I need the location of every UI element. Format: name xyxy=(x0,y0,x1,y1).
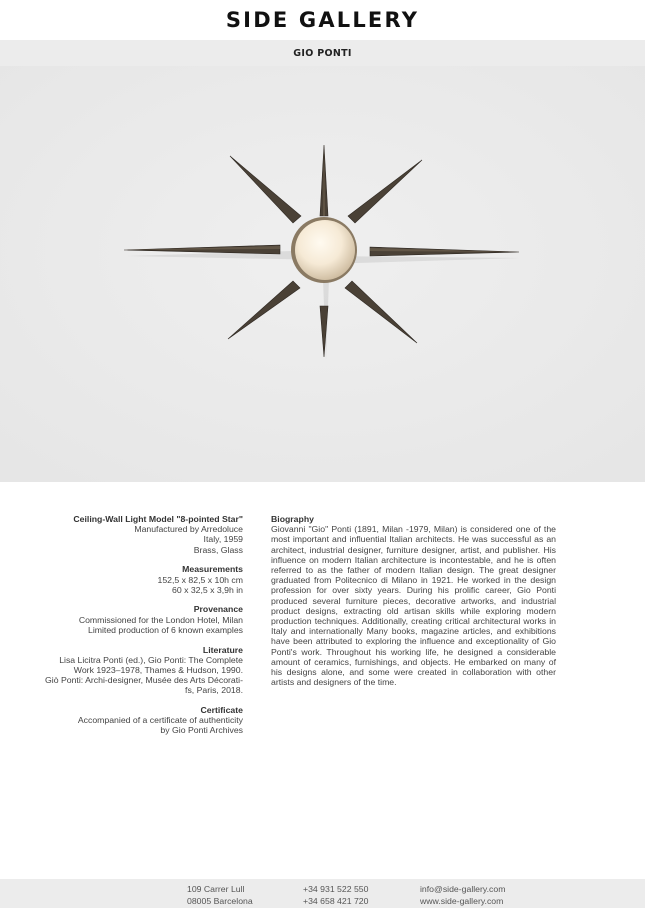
designer-title-bar xyxy=(0,40,645,66)
website-link[interactable]: www.side-gallery.com xyxy=(420,896,504,906)
origin: Italy, 1959 xyxy=(203,534,243,545)
biography-text: Giovanni "Gio" Ponti (1891, Milan -1979, Milan) is considered one of the most important and influential Italian architects. He was successful as an architect, industrial designer, furniture designer, artist, and publisher. His influence on modern Italian architecture is incontestable, and he is often referred to as the father of modern Italian design. The great designer graduated from Politecnico di Milano in 1921. He worked in the design profession for over sixty years. During his prolific career, Gio Ponti produced several furniture pieces, decorative artworks, and industrial product designs, extracting old artisan skills while exploring modern production techniques. Additionally, creating critical architectural works in Italy and internationally Many books, magazine articles, and exhibitions have been attributed to exploring the influence and exceptionality of Gio Ponti's work. Throughout his working life, he designed a considerable amount of ceramics, furnishings, and objects. He embarked on many of his designs alone, and some were created in collaboration with other artists and designers of the time. xyxy=(271,524,556,688)
provenance-line: Commissioned for the London Hotel, Milan xyxy=(78,614,243,625)
biography-block xyxy=(271,514,556,687)
footer-address xyxy=(187,883,253,907)
product-photo xyxy=(0,66,645,482)
certificate-line: by Gio Ponti Archives xyxy=(160,725,243,736)
measurements-label: Measurements xyxy=(182,564,243,575)
provenance-label: Provenance xyxy=(193,604,243,615)
email-link[interactable]: info@side-gallery.com xyxy=(420,884,506,894)
certificate-line: Accompanied of a certificate of authenticity xyxy=(77,715,243,726)
manufacturer: Manufactured by Arredoluce xyxy=(134,524,243,535)
literature-line: Work 1923–1978, Thames & Hudson, 1990. xyxy=(73,664,243,675)
literature-line: Lisa Licitra Ponti (ed.), Gio Ponti: The Complete xyxy=(59,654,243,665)
footer-contact xyxy=(420,883,505,907)
certificate-block xyxy=(40,705,243,736)
phone-link[interactable]: +34 658 421 720 xyxy=(303,896,369,906)
provenance-line: Limited production of 6 known examples xyxy=(87,624,243,635)
literature-block xyxy=(40,645,243,696)
designer-name: GIO PONTI xyxy=(293,47,352,59)
footer xyxy=(0,879,645,908)
certificate-label: Certificate xyxy=(200,705,243,716)
materials: Brass, Glass xyxy=(193,544,243,555)
measurements-block xyxy=(40,564,243,595)
object-details xyxy=(40,514,243,745)
literature-label: Literature xyxy=(202,644,243,655)
object-info xyxy=(40,514,243,555)
gallery-logo: SIDE GALLERY xyxy=(225,8,420,32)
footer-phones xyxy=(303,883,368,907)
address-line: 08005 Barcelona xyxy=(187,896,253,906)
literature-line: Giò Ponti: Archi-designer, Musée des Arts Décorati- xyxy=(45,675,243,686)
object-title: Ceiling-Wall Light Model "8-pointed Star" xyxy=(73,514,243,524)
biography-label: Biography xyxy=(271,514,314,524)
measurements-cm: 152,5 x 82,5 x 10h cm xyxy=(157,574,243,585)
address-line: 109 Carrer Lull xyxy=(187,884,245,894)
literature-line: fs, Paris, 2018. xyxy=(185,685,243,696)
measurements-in: 60 x 32,5 x 3,9h in xyxy=(172,584,243,595)
phone-link[interactable]: +34 931 522 550 xyxy=(303,884,369,894)
star-lamp-image xyxy=(0,66,645,482)
provenance-block xyxy=(40,604,243,635)
